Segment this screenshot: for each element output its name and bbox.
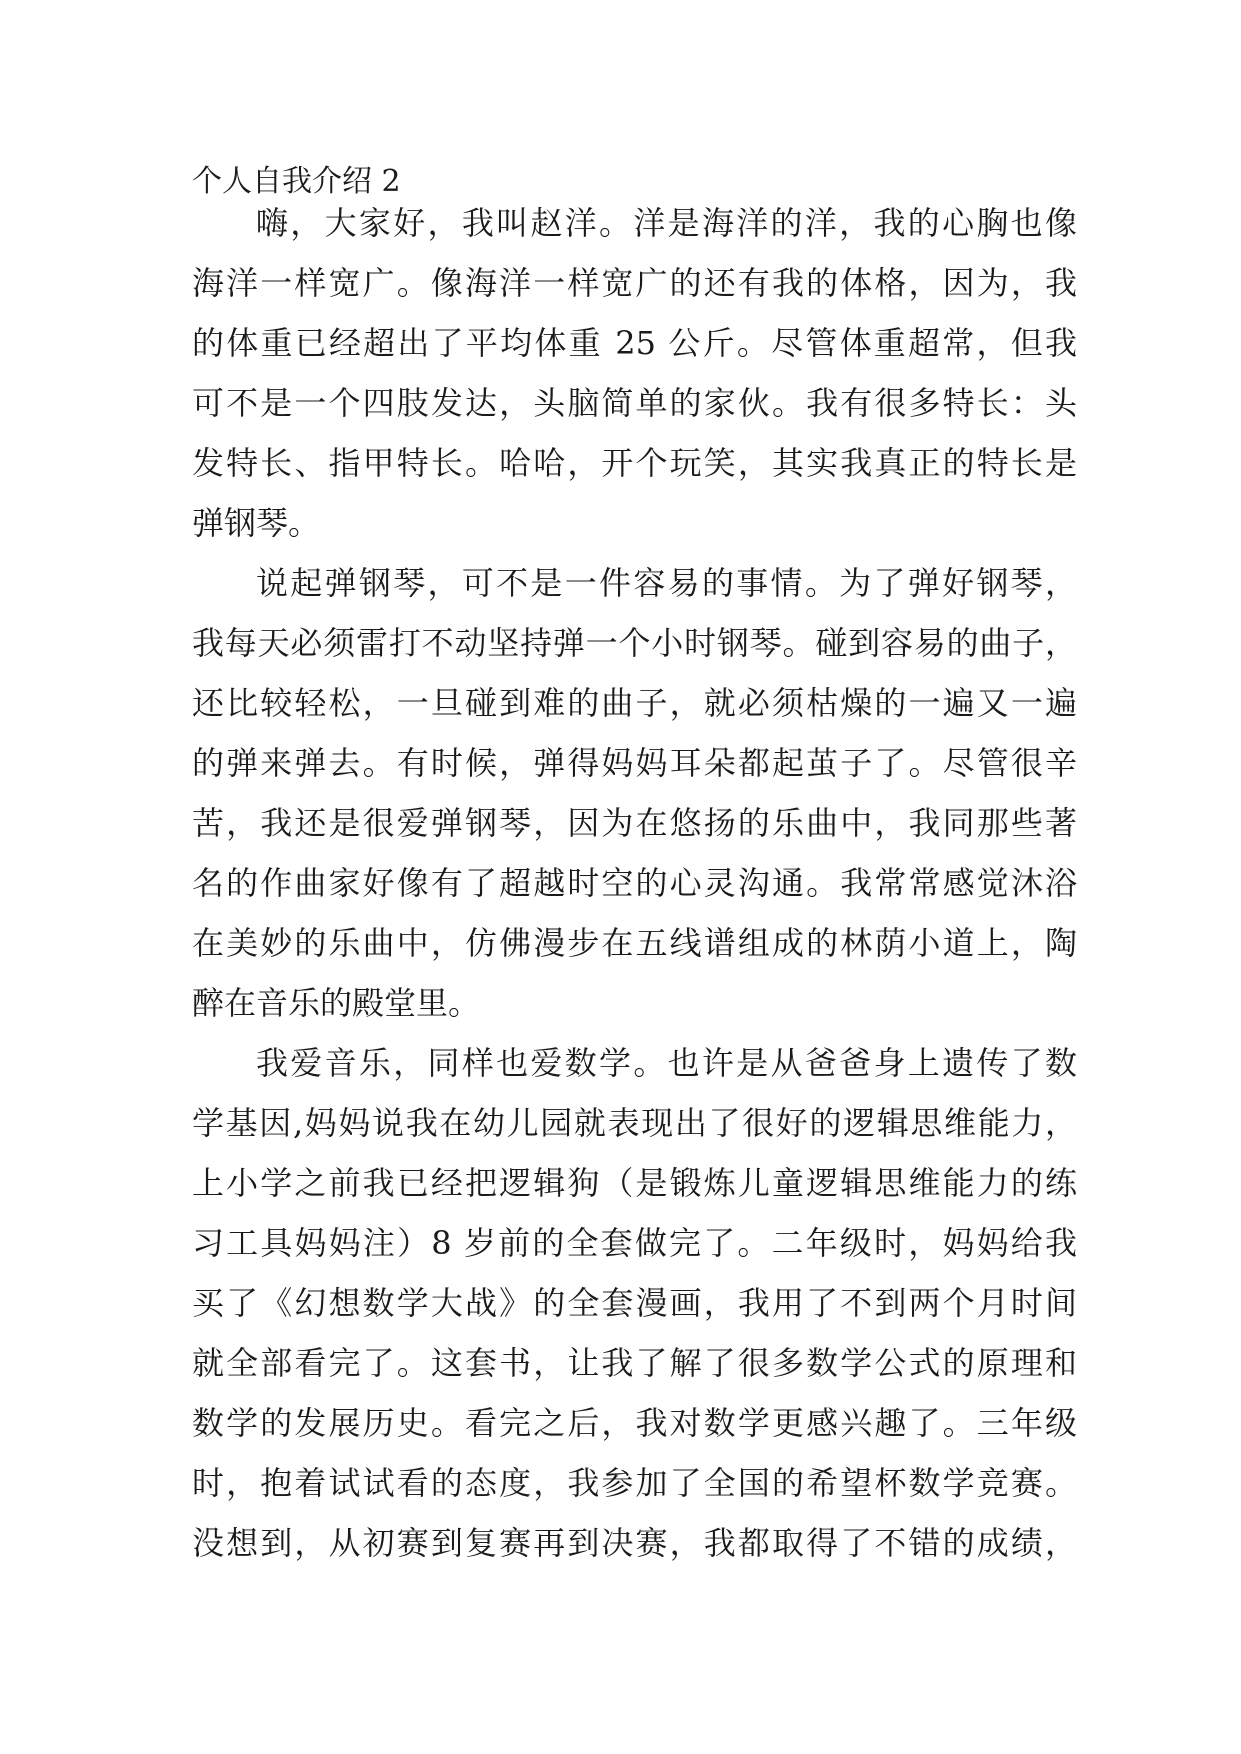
paragraph-2-line-2: 我每天必须雷打不动坚持弹一个小时钢琴。碰到容易的曲子， [192, 624, 1077, 662]
paragraph-1-line-4: 可不是一个四肢发达，头脑简单的家伙。我有很多特长：头 [192, 384, 1077, 422]
paragraph-3-line-1: 我爱音乐，同样也爱数学。也许是从爸爸身上遗传了数 [256, 1044, 1077, 1082]
paragraph-3-line-2: 学基因,妈妈说我在幼儿园就表现出了很好的逻辑思维能力， [192, 1104, 1077, 1142]
paragraph-2-line-3: 还比较轻松，一旦碰到难的曲子，就必须枯燥的一遍又一遍 [192, 684, 1077, 722]
paragraph-3-line-3: 上小学之前我已经把逻辑狗（是锻炼儿童逻辑思维能力的练 [192, 1164, 1077, 1202]
paragraph-3-line-8: 时，抱着试试看的态度，我参加了全国的希望杯数学竞赛。 [192, 1464, 1077, 1502]
paragraph-3-line-4: 习工具妈妈注）8 岁前的全套做完了。二年级时，妈妈给我 [192, 1224, 1077, 1262]
paragraph-3-line-7: 数学的发展历史。看完之后，我对数学更感兴趣了。三年级 [192, 1404, 1077, 1442]
document-title: 个人自我介绍 2 [192, 164, 401, 199]
paragraph-3-line-5: 买了《幻想数学大战》的全套漫画，我用了不到两个月时间 [192, 1284, 1077, 1322]
paragraph-3-line-9: 没想到，从初赛到复赛再到决赛，我都取得了不错的成绩， [192, 1524, 1077, 1562]
paragraph-2-line-5: 苦，我还是很爱弹钢琴，因为在悠扬的乐曲中，我同那些著 [192, 804, 1077, 842]
paragraph-2-line-1: 说起弹钢琴，可不是一件容易的事情。为了弹好钢琴， [256, 564, 1077, 602]
paragraph-1-line-3: 的体重已经超出了平均体重 25 公斤。尽管体重超常，但我 [192, 324, 1077, 362]
paragraph-2-line-7: 在美妙的乐曲中，仿佛漫步在五线谱组成的林荫小道上，陶 [192, 924, 1077, 962]
paragraph-1-line-1: 嗨，大家好，我叫赵洋。洋是海洋的洋，我的心胸也像 [256, 204, 1077, 242]
paragraph-1-line-6: 弹钢琴。 [192, 504, 321, 542]
paragraph-2-line-8: 醉在音乐的殿堂里。 [192, 984, 481, 1022]
paragraph-2-line-6: 名的作曲家好像有了超越时空的心灵沟通。我常常感觉沐浴 [192, 864, 1077, 902]
paragraph-1-line-5: 发特长、指甲特长。哈哈，开个玩笑，其实我真正的特长是 [192, 444, 1077, 482]
paragraph-3-line-6: 就全部看完了。这套书，让我了解了很多数学公式的原理和 [192, 1344, 1077, 1382]
paragraph-1-line-2: 海洋一样宽广。像海洋一样宽广的还有我的体格，因为，我 [192, 264, 1077, 302]
paragraph-2-line-4: 的弹来弹去。有时候，弹得妈妈耳朵都起茧子了。尽管很辛 [192, 744, 1077, 782]
